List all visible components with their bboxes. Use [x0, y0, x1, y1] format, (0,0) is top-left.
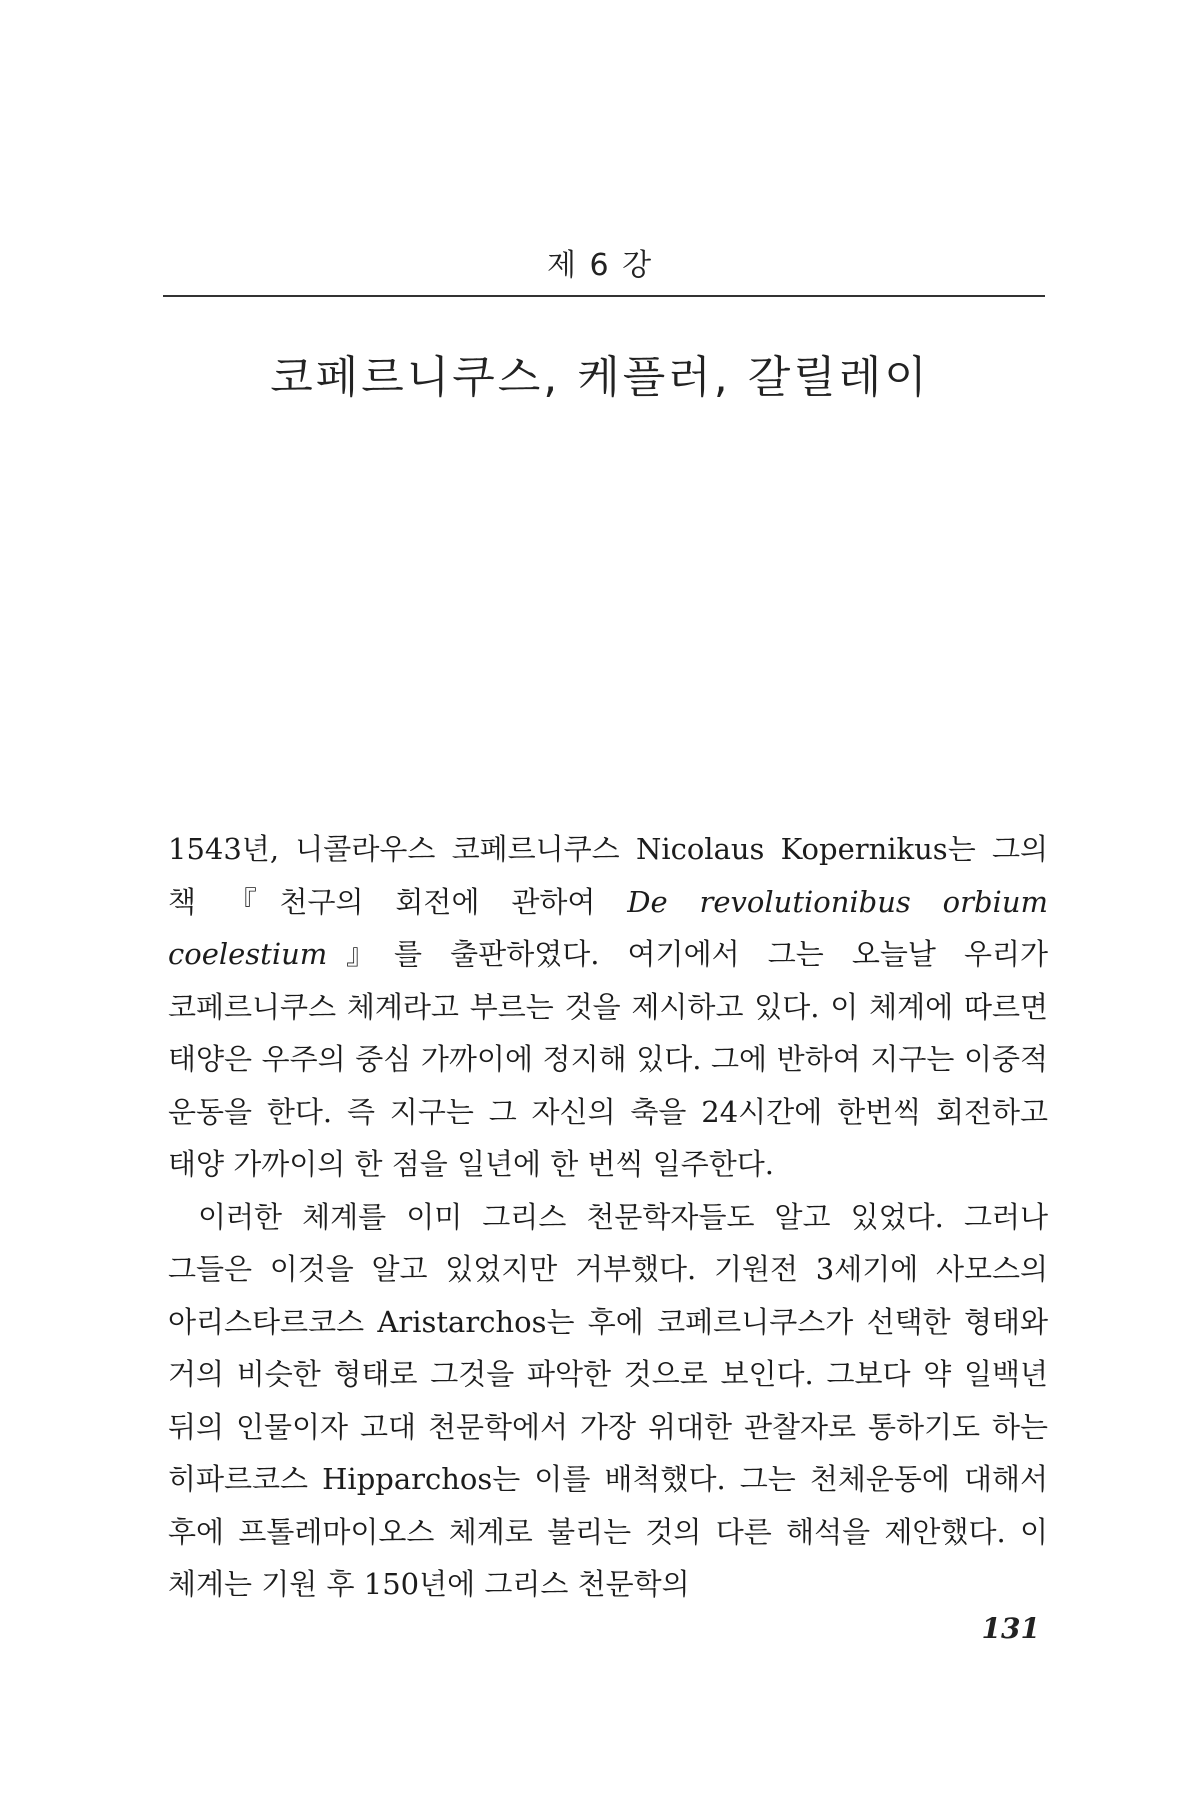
- book-latin-title: De revolutionibus orbium coelestium: [168, 884, 1048, 971]
- header-rule: [163, 295, 1045, 297]
- page-number: 131: [981, 1612, 1040, 1645]
- paragraph-2: 이러한 체계를 이미 그리스 천문학자들도 알고 있었다. 그러나 그들은 이것을 알고 있었지만 거부했다. 기원전 3세기에 사모스의 아리스타르코스 Aristarchos는 후에 코페르니쿠스가 선택한 형태와 거의 비슷한 형태로 그것을 파악한 것으로 보인다. 그보다 약 일백년 뒤의 인물이자 고대 천문학에서 가장 위대한 관찰자로 통하기도 하는 히파르코스 Hipparchos는 이를 배척했다. 그는 천체운동에 대해서 후에 프톨레마이오스 체계로 불리는 것의 다른 해석을 제안했다. 이 체계는 기원 후 150년에 그리스 천문학의: [168, 1199, 1048, 1601]
- paragraph-1-part-a: 1543년, 니콜라우스 코페르니쿠스 Nicolaus Kopernikus는 그의 책 『천구의 회전에 관하여: [168, 832, 1048, 919]
- chapter-title: 코페르니쿠스, 케플러, 갈릴레이: [270, 352, 930, 404]
- chapter-label: 제 6 강: [546, 248, 654, 283]
- paragraph-1: [168, 823, 1048, 1191]
- body-text: [168, 823, 1048, 1611]
- paragraph-1-part-b: 』를 출판하였다. 여기에서 그는 오늘날 우리가 코페르니쿠스 체계라고 부르는 것을 제시하고 있다. 이 체계에 따르면 태양은 우주의 중심 가까이에 정지해 있다. 그에 반하여 지구는 이중적 운동을 한다. 즉 지구는 그 자신의 축을 24시간에 한번씩 회전하고 태양 가까이의 한 점을 일년에 한 번씩 일주한다.: [168, 937, 1048, 1181]
